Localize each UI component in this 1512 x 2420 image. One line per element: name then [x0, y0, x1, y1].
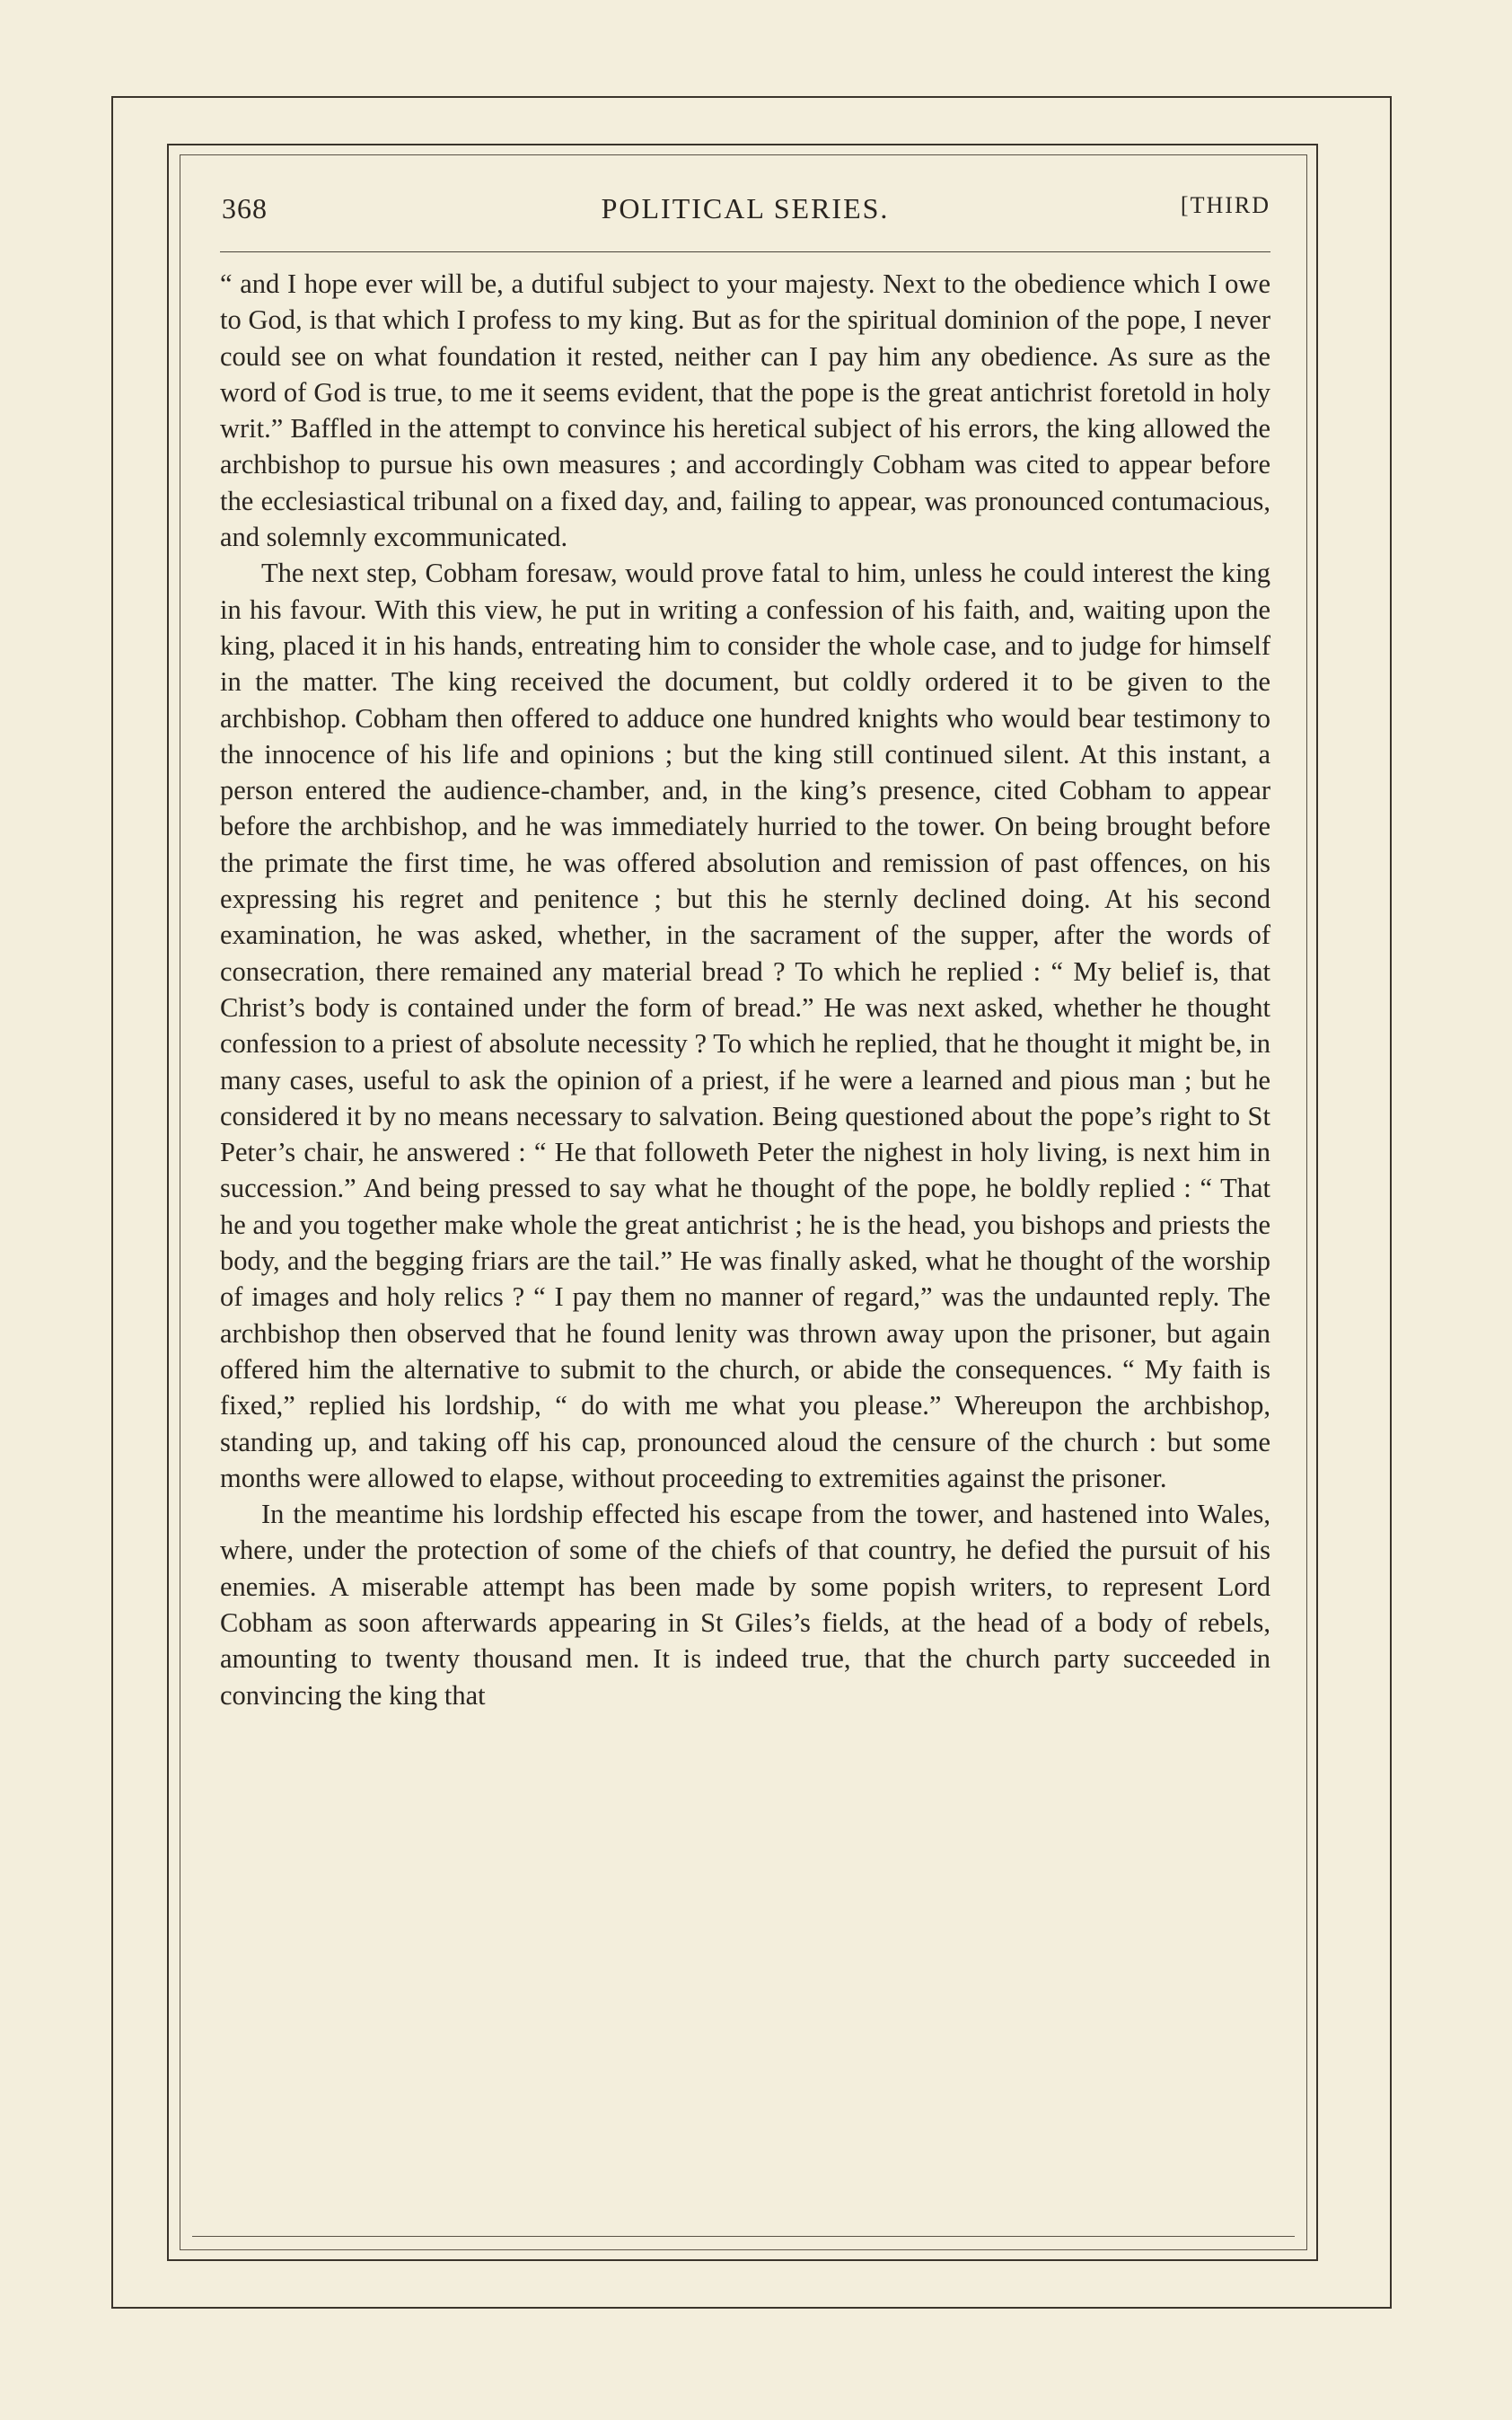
paragraph: In the meantime his lordship effected his escape from the tower, and hastened into Wales, where, under the protection of some of the chiefs of that country, he defied the pursuit of his enemies. A miserable attempt has been made by some popish writers, to represent Lord Cobham as soon afterwards appearing in St Giles’s fields, at the head of a body of rebels, amounting to twenty thousand men. It is indeed true, that the church party succeeded in convincing the king that: [220, 1499, 1270, 1711]
page-content: [220, 189, 1270, 2182]
paragraph: The next step, Cobham foresaw, would prove fatal to him, unless he could interest the king in his favour. With this view, he put in writing a confession of his faith, and, waiting upon the king, placed it in his hands, entreating him to consider the whole case, and to judge for himself in the matter. The king received the document, but coldly ordered it to be given to the archbishop. Cobham then offered to adduce one hundred knights who would bear testimony to the innocence of his life and opinions ; but the king still continued silent. At this instant, a person entered the audience-chamber, and, in the king’s presence, cited Cobham to appear before the archbishop, and he was immediately hurried to the tower. On being brought before the primate the first time, he was offered absolution and remission of past offences, on his expressing his regret and penitence ; but this he sternly declined doing. At his second examination, he was asked, whether, in the sacrament of the supper, after the words of consecration, there remained any material bread ? To which he replied : “ My belief is, that Christ’s body is contained under the form of bread.” He was next asked, whether he thought confession to a priest of absolute necessity ? To which he replied, that he thought it might be, in many cases, useful to ask the opinion of a priest, if he were a learned and pious man ; but he considered it by no means necessary to salvation. Being questioned about the pope’s right to St Peter’s chair, he answered : “ He that followeth Peter the nighest in holy living, is next him in succession.” And being pressed to say what he thought of the pope, he boldly replied : “ That he and you together make whole the great antichrist ; he is the head, you bishops and priests the body, and the begging friars are the tail.” He was finally asked, what he thought of the worship of images and holy relics ? “ I pay them no manner of regard,” was the undaunted reply. The archbishop then observed that he found lenity was thrown away upon the prisoner, but again offered him the alternative to submit to the church, or abide the consequences. “ My faith is fixed,” replied his lordship, “ do with me what you please.” Whereupon the archbishop, standing up, and taking off his cap, pronounced aloud the censure of the church : but some months were allowed to elapse, without proceeding to extremities against the prisoner.: [220, 558, 1270, 1493]
page-number: 368: [222, 192, 268, 224]
body-text: [220, 266, 1270, 1713]
bottom-rule: [192, 2236, 1295, 2237]
section-marker: [THIRD: [1180, 192, 1270, 218]
running-head: [220, 189, 1270, 233]
paragraph: “ and I hope ever will be, a dutiful subject to your majesty. Next to the obedience which I owe to God, is that which I profess to my king. But as for the spiritual dominion of the pope, I never could see on what foundation it rested, neither can I pay him any obedience. As sure as the word of God is true, to me it seems evident, that the pope is the great antichrist foretold in holy writ.” Baffled in the attempt to convince his heretical subject of his errors, the king allowed the archbishop to pursue his own measures ; and accordingly Cobham was cited to appear before the ecclesiastical tribunal on a fixed day, and, failing to appear, was pronounced contumacious, and solemnly excommunicated.: [220, 268, 1270, 553]
series-title: POLITICAL SERIES.: [601, 192, 890, 224]
header-rule: [220, 251, 1270, 252]
